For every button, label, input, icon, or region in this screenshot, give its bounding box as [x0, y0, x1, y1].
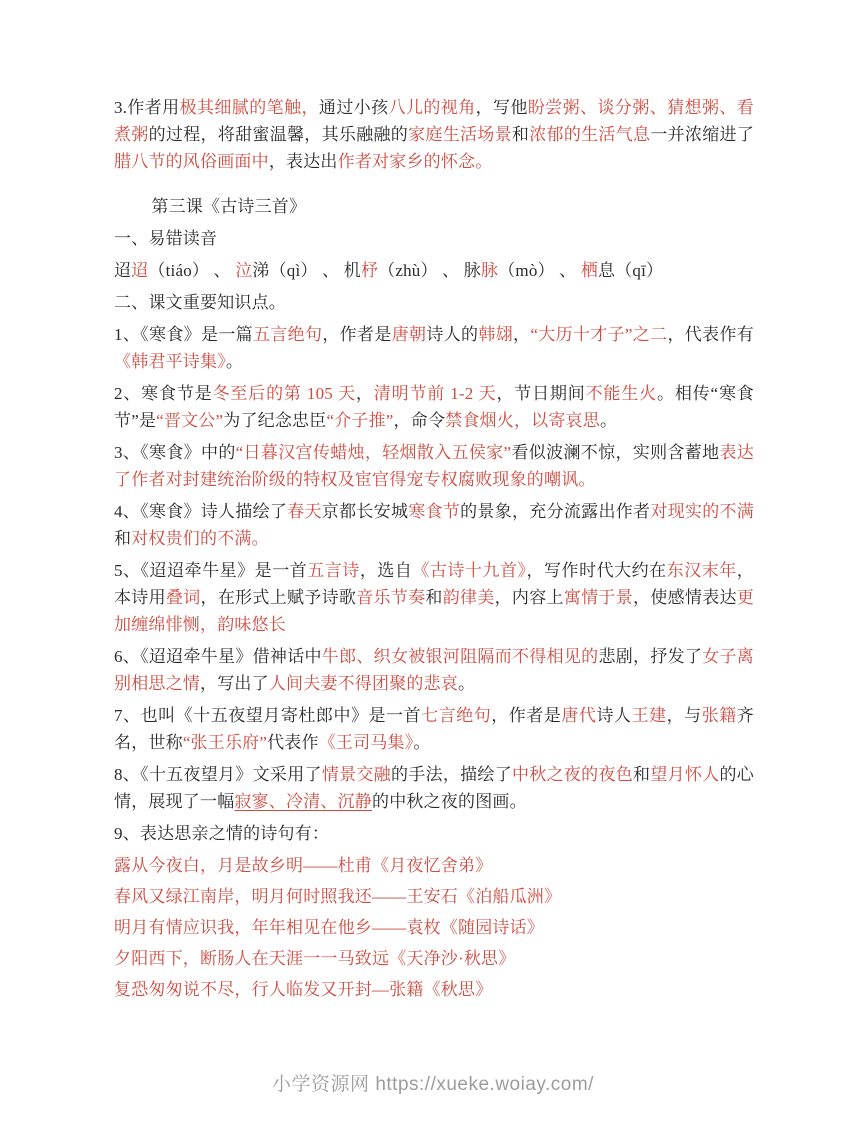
text-run: ，表达出 — [268, 152, 338, 171]
text-run: 唐代 — [561, 706, 597, 725]
text-run: 家庭生活场景 — [408, 125, 512, 144]
text-run: 夕阳西下，断肠人在天涯一一马致远《天净沙·秋思》 — [114, 949, 516, 968]
text-run: 泣 — [235, 261, 253, 280]
text-run: 浓郁的生活气息 — [529, 125, 651, 144]
text-run: 。 — [458, 674, 476, 693]
text-run: ，写作时代大约在 — [526, 561, 667, 580]
text-run: 寒食节 — [408, 502, 461, 521]
point-6 — [114, 643, 754, 697]
text-run: 和 — [633, 765, 651, 784]
heading-error-prone-pronunciation — [114, 225, 754, 252]
text-run: 春风又绿江南岸，明月何时照我还——王安石《泊船瓜洲》 — [114, 887, 562, 906]
text-run: 2、寒食节是 — [114, 384, 213, 403]
text-run: 东汉末年 — [666, 561, 737, 580]
text-run: 7、也叫《十五夜望月寄杜郎中》是一首 — [114, 706, 422, 725]
text-run: 更加缠绵悱恻，韵味悠长 — [114, 588, 755, 634]
text-run: ，节日期间 — [496, 384, 586, 403]
text-run: 七言绝句 — [421, 706, 492, 725]
text-run: 女子离别相思之情 — [114, 647, 755, 693]
text-run: 冬至后的第 105 天 — [212, 384, 356, 403]
point-4 — [114, 498, 754, 552]
text-run: 息（qī） — [598, 261, 664, 280]
text-run: （mò） 、 — [498, 261, 581, 280]
point-3 — [114, 439, 754, 493]
point-2 — [114, 380, 754, 434]
text-run: 八儿的视角 — [388, 98, 476, 117]
text-run: 为了纪念忠臣 — [223, 411, 327, 430]
text-run: “日暮汉宫传蜡烛，轻烟散入五侯家” — [235, 443, 512, 462]
text-run: 不能生火 — [585, 384, 658, 403]
text-run: 作者对家乡的怀念。 — [337, 152, 493, 171]
poem-line-5 — [114, 976, 754, 1003]
text-run: “张王乐府” — [182, 733, 268, 752]
text-run: 8、《十五夜望月》文采用了 — [114, 765, 322, 784]
text-run: （zhù） 、 脉 — [378, 261, 481, 280]
text-run: “大历十才子”之二 — [530, 325, 668, 344]
footer-url: https://xueke.woiay.com/ — [375, 1074, 594, 1095]
text-run: 牛郎、织女被银河阻隔而不得相见的 — [321, 647, 599, 666]
text-run: 第三课《古诗三首》 — [151, 197, 307, 216]
text-run: 《王司马集》 — [318, 733, 414, 752]
text-run: 望月怀人 — [650, 765, 720, 784]
text-run: 唐朝 — [391, 325, 427, 344]
text-run: 禁食烟火，以寄哀思 — [445, 411, 600, 430]
text-run: 对现实的不满 — [650, 502, 754, 521]
text-run: 《韩君平诗集》 — [114, 352, 226, 371]
text-run: 《古诗十九首》 — [412, 561, 527, 580]
poem-line-3 — [114, 914, 754, 941]
text-run: ，作者是 — [322, 325, 392, 344]
text-run: 诗人的 — [426, 325, 479, 344]
text-run: 音乐节奏 — [356, 588, 426, 607]
text-run: 迢 — [131, 261, 149, 280]
text-run: 情景交融 — [321, 765, 391, 784]
text-run: 。 — [225, 352, 244, 371]
text-run: ，本诗用 — [114, 561, 754, 607]
text-run: 二、课文重要知识点。 — [114, 293, 286, 312]
text-run: 张籍 — [701, 706, 737, 725]
footer — [0, 1069, 866, 1096]
point-8 — [114, 761, 754, 815]
text-run: “晋文公” — [156, 411, 224, 430]
pinyin-line — [114, 257, 754, 284]
text-run: ，作者是 — [491, 706, 562, 725]
text-run: 4、《寒食》诗人描绘了 — [114, 502, 288, 521]
text-run: 中秋之夜的夜色 — [512, 765, 634, 784]
text-run: 。相传“寒食节”是 — [114, 384, 754, 430]
point-1 — [114, 321, 754, 375]
text-run: 一并浓缩进了 — [650, 125, 755, 144]
text-run: ，使感情表达 — [633, 588, 737, 607]
text-run: ， — [513, 325, 531, 344]
text-run: 表达了作者对封建统治阶级的特权及宦官得宠专权腐败现象的嘲讽。 — [114, 443, 754, 489]
text-run: 栖 — [580, 261, 599, 280]
text-run: 的手法，描绘了 — [390, 765, 512, 784]
text-run: 看似波澜不惊，实则含蓄地 — [511, 443, 720, 462]
text-run: ，代表作有 — [667, 325, 754, 344]
text-run: 脉 — [481, 261, 499, 280]
text-run: 韵律美 — [442, 588, 495, 607]
text-run: 3、《寒食》中的 — [114, 443, 236, 462]
text-run: 的景象，充分流露出作者 — [460, 502, 651, 521]
lesson-title — [114, 193, 754, 220]
poem-line-1 — [114, 852, 754, 879]
text-run: 悲剧，抒发了 — [598, 647, 703, 666]
text-run: 的心情，展现了一幅 — [114, 765, 755, 811]
text-run: 的中秋之夜的图画。 — [372, 792, 527, 811]
text-run: ，写他 — [475, 98, 528, 117]
text-run: 寓情于景 — [563, 588, 634, 607]
text-run: 和 — [511, 125, 530, 144]
text-run: 和 — [114, 529, 132, 548]
text-run: ，命令 — [393, 411, 446, 430]
text-run: 通过小孩 — [318, 98, 389, 117]
text-run: “介子推” — [326, 411, 394, 430]
heading-key-points — [114, 289, 754, 316]
text-run: ，在形式上赋予诗歌 — [200, 588, 357, 607]
text-run: 3.作者用 — [114, 98, 180, 117]
point-5 — [114, 557, 754, 638]
text-run: （tiáo） 、 — [148, 261, 236, 280]
text-run: 复恐匆匆说不尽，行人临发又开封—张籍《秋思》 — [114, 980, 493, 999]
text-run: ，内容上 — [494, 588, 564, 607]
text-run: 1、《寒食》是一篇 — [114, 325, 253, 344]
text-run: 京都长安城 — [321, 502, 409, 521]
text-run: 迢 — [114, 261, 132, 280]
text-run: 代表作 — [267, 733, 319, 752]
text-run: 韩翃 — [478, 325, 514, 344]
text-run: ，写出了 — [200, 674, 269, 693]
text-run: 王建 — [631, 706, 667, 725]
text-run: 。 — [599, 411, 618, 430]
text-run: 杼 — [360, 261, 379, 280]
text-run: 。 — [413, 733, 431, 752]
poem-line-4 — [114, 945, 754, 972]
text-run: 五言诗 — [307, 561, 360, 580]
text-run: 叠词 — [165, 588, 201, 607]
text-run: 9、表达思亲之情的诗句有： — [114, 824, 330, 843]
footer-site-name: 小学资源网 — [272, 1074, 370, 1095]
text-run: 6、《迢迢牵牛星》借神话中 — [114, 647, 322, 666]
text-run: 对权贵们的不满。 — [131, 529, 269, 548]
text-run: 诗人 — [596, 706, 632, 725]
text-run: 和 — [425, 588, 443, 607]
text-run: 腊八节的风俗画面中 — [114, 152, 269, 171]
text-run: 5、《迢迢牵牛星》是一首 — [114, 561, 308, 580]
text-run: 五言绝句 — [253, 325, 323, 344]
text-run: 一、易错读音 — [114, 229, 218, 248]
text-run: 寂寥、冷清、沉静 — [234, 792, 373, 811]
text-run: 的过程，将甜蜜温馨，其乐融融的 — [148, 125, 409, 144]
text-run: 极其细腻的笔触， — [179, 98, 319, 117]
text-run: 盼尝粥、谈分粥、猜想粥、看煮粥 — [114, 98, 754, 144]
text-run: 明月有情应识我，年年相见在他乡——袁枚《随园诗话》 — [114, 918, 544, 937]
point-9 — [114, 820, 754, 847]
poem-line-2 — [114, 883, 754, 910]
text-run: 春天 — [287, 502, 322, 521]
text-run: ，与 — [666, 706, 702, 725]
text-run: 涕（qì） 、 机 — [252, 261, 361, 280]
text-run: 齐名，世称 — [114, 706, 754, 752]
para-summary-3 — [114, 94, 754, 175]
text-run: ， — [355, 384, 374, 403]
text-run: 露从今夜白，月是故乡明——杜甫《月夜忆舍弟》 — [114, 856, 493, 875]
text-run: 人间夫妻不得团聚的悲哀 — [268, 674, 459, 693]
text-run: 清明节前 1-2 天 — [373, 384, 497, 403]
text-run: ，选自 — [359, 561, 413, 580]
point-7 — [114, 702, 754, 756]
